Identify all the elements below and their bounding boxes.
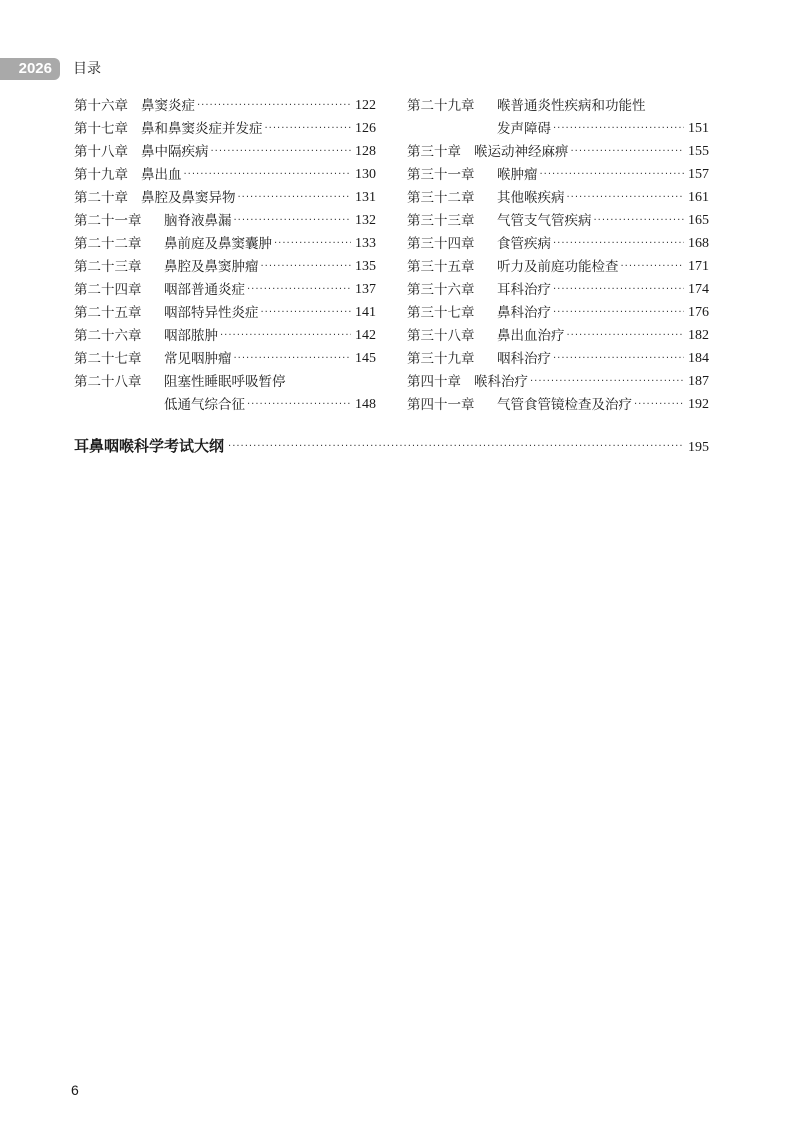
leader-dots <box>621 261 685 272</box>
chapter-title: 鼻腔及鼻窦肿瘤 <box>164 259 259 275</box>
page-number: 131 <box>355 190 376 205</box>
chapter-title: 咽部特异性炎症 <box>164 305 259 321</box>
chapter-number: 第二十五章 <box>74 305 142 321</box>
leader-dots <box>594 215 685 226</box>
toc-entry[interactable] <box>407 183 709 206</box>
page-number: 151 <box>688 121 709 136</box>
chapter-number: 第二十九章 <box>407 98 475 114</box>
page-number: 135 <box>355 259 376 274</box>
page-number: 187 <box>688 374 709 389</box>
chapter-title: 气管食管镜检查及治疗 <box>497 397 632 413</box>
chapter-title: 喉科治疗 <box>474 374 528 390</box>
page-number: 128 <box>355 144 376 159</box>
year-badge: 2026 <box>0 58 60 80</box>
toc-entry[interactable] <box>74 206 376 229</box>
page-number: 141 <box>355 305 376 320</box>
chapter-number: 第二十二章 <box>74 236 142 252</box>
chapter-number: 第二十一章 <box>74 213 142 229</box>
leader-dots <box>197 100 351 111</box>
page-title: 目录 <box>73 61 101 77</box>
page-number: 168 <box>688 236 709 251</box>
leader-dots <box>261 307 352 318</box>
toc-entry[interactable] <box>407 298 709 321</box>
page-number: 174 <box>688 282 709 297</box>
page-number: 165 <box>688 213 709 228</box>
chapter-number: 第三十一章 <box>407 167 475 183</box>
chapter-title: 喉肿瘤 <box>497 167 538 183</box>
toc-entry[interactable] <box>407 229 709 252</box>
toc-entry[interactable] <box>74 114 376 137</box>
leader-dots <box>571 146 685 157</box>
chapter-number: 第四十一章 <box>407 397 475 413</box>
toc-entry[interactable] <box>74 229 376 252</box>
chapter-title: 鼻腔及鼻窦异物 <box>141 190 236 206</box>
page-number: 157 <box>688 167 709 182</box>
chapter-number: 第三十五章 <box>407 259 475 275</box>
chapter-number: 第四十章 <box>407 374 461 390</box>
chapter-number: 第三十四章 <box>407 236 475 252</box>
toc-entry[interactable] <box>74 344 376 367</box>
toc-entry[interactable] <box>74 321 376 344</box>
chapter-number: 第二十三章 <box>74 259 142 275</box>
chapter-title: 咽部普通炎症 <box>164 282 245 298</box>
chapter-number: 第二十八章 <box>74 374 142 390</box>
toc-entry[interactable] <box>74 367 376 390</box>
leader-dots <box>238 192 352 203</box>
chapter-title: 耳科治疗 <box>497 282 551 298</box>
leader-dots <box>265 123 352 134</box>
chapter-title: 喉运动神经麻痹 <box>474 144 569 160</box>
leader-dots <box>274 238 351 249</box>
leader-dots <box>553 123 684 134</box>
leader-dots <box>211 146 352 157</box>
leader-dots <box>234 215 352 226</box>
leader-dots <box>261 261 352 272</box>
chapter-number: 第二十四章 <box>74 282 142 298</box>
toc-entry[interactable] <box>407 160 709 183</box>
chapter-number: 第十七章 <box>74 121 128 137</box>
chapter-number: 第二十七章 <box>74 351 142 367</box>
leader-dots <box>530 376 684 387</box>
chapter-number: 第三十八章 <box>407 328 475 344</box>
leader-dots <box>184 169 352 180</box>
page-number: 155 <box>688 144 709 159</box>
chapter-title: 咽部脓肿 <box>164 328 218 344</box>
chapter-number: 第十九章 <box>74 167 128 183</box>
toc-appendix-entry[interactable] <box>74 432 709 456</box>
toc-entry[interactable] <box>407 390 709 413</box>
chapter-title: 听力及前庭功能检查 <box>497 259 619 275</box>
chapter-number: 第三十九章 <box>407 351 475 367</box>
chapter-title: 鼻出血 <box>141 167 182 183</box>
chapter-title: 食管疾病 <box>497 236 551 252</box>
chapter-title: 鼻中隔疾病 <box>141 144 209 160</box>
chapter-title: 鼻科治疗 <box>497 305 551 321</box>
chapter-title: 咽科治疗 <box>497 351 551 367</box>
toc-right-column <box>407 91 709 413</box>
leader-dots <box>567 192 685 203</box>
chapter-number: 第三十三章 <box>407 213 475 229</box>
chapter-title: 气管支气管疾病 <box>497 213 592 229</box>
toc-entry[interactable] <box>74 91 376 114</box>
footer-page-number: 6 <box>71 1082 79 1098</box>
chapter-number: 第十六章 <box>74 98 128 114</box>
toc-entry[interactable] <box>74 298 376 321</box>
toc-entry[interactable] <box>74 183 376 206</box>
chapter-number: 第三十章 <box>407 144 461 160</box>
toc-entry[interactable] <box>407 137 709 160</box>
page-number: 122 <box>355 98 376 113</box>
page-number: 133 <box>355 236 376 251</box>
leader-dots <box>220 330 351 341</box>
chapter-title: 鼻窦炎症 <box>141 98 195 114</box>
chapter-number: 第三十二章 <box>407 190 475 206</box>
page-number: 142 <box>355 328 376 343</box>
leader-dots <box>247 399 351 410</box>
toc-entry[interactable] <box>407 91 709 114</box>
page-number: 171 <box>688 259 709 274</box>
page-number: 126 <box>355 121 376 136</box>
toc-entry[interactable] <box>407 206 709 229</box>
toc-entry[interactable] <box>74 275 376 298</box>
chapter-title: 鼻和鼻窦炎症并发症 <box>141 121 263 137</box>
chapter-title: 喉普通炎性疾病和功能性 <box>497 98 646 114</box>
toc-entry[interactable] <box>74 137 376 160</box>
page-number: 137 <box>355 282 376 297</box>
toc-entry[interactable] <box>74 160 376 183</box>
toc-entry[interactable] <box>407 367 709 390</box>
chapter-number: 第二十六章 <box>74 328 142 344</box>
appendix-title: 耳鼻咽喉科学考试大纲 <box>74 437 225 455</box>
chapter-title-continued: 低通气综合征 <box>164 397 245 413</box>
chapter-title: 其他喉疾病 <box>497 190 565 206</box>
chapter-number: 第二十章 <box>74 190 128 206</box>
leader-dots <box>234 353 352 364</box>
toc-entry[interactable] <box>407 275 709 298</box>
chapter-title: 鼻出血治疗 <box>497 328 565 344</box>
page-number: 148 <box>355 397 376 412</box>
leader-dots <box>540 169 685 180</box>
page-number: 176 <box>688 305 709 320</box>
toc-entry-continuation[interactable] <box>407 114 709 137</box>
chapter-number: 第三十六章 <box>407 282 475 298</box>
appendix-page: 195 <box>688 440 709 455</box>
leader-dots <box>553 353 684 364</box>
chapter-title-continued: 发声障碍 <box>497 121 551 137</box>
leader-dots <box>567 330 685 341</box>
chapter-number: 第十八章 <box>74 144 128 160</box>
toc-entry[interactable] <box>407 344 709 367</box>
page-number: 130 <box>355 167 376 182</box>
leader-dots <box>228 441 682 452</box>
chapter-title: 鼻前庭及鼻窦囊肿 <box>164 236 272 252</box>
chapter-title: 阻塞性睡眠呼吸暂停 <box>164 374 286 390</box>
toc-entry[interactable] <box>74 252 376 275</box>
page-number: 132 <box>355 213 376 228</box>
toc-entry[interactable] <box>407 252 709 275</box>
leader-dots <box>247 284 351 295</box>
chapter-title: 常见咽肿瘤 <box>164 351 232 367</box>
page-number: 161 <box>688 190 709 205</box>
page-number: 145 <box>355 351 376 366</box>
toc-entry-continuation[interactable] <box>74 390 376 413</box>
chapter-number: 第三十七章 <box>407 305 475 321</box>
leader-dots <box>634 399 684 410</box>
toc-entry[interactable] <box>407 321 709 344</box>
leader-dots <box>553 284 684 295</box>
toc-left-column <box>74 91 376 413</box>
leader-dots <box>553 238 684 249</box>
leader-dots <box>553 307 684 318</box>
chapter-title: 脑脊液鼻漏 <box>164 213 232 229</box>
page-number: 192 <box>688 397 709 412</box>
page-number: 184 <box>688 351 709 366</box>
page-number: 182 <box>688 328 709 343</box>
